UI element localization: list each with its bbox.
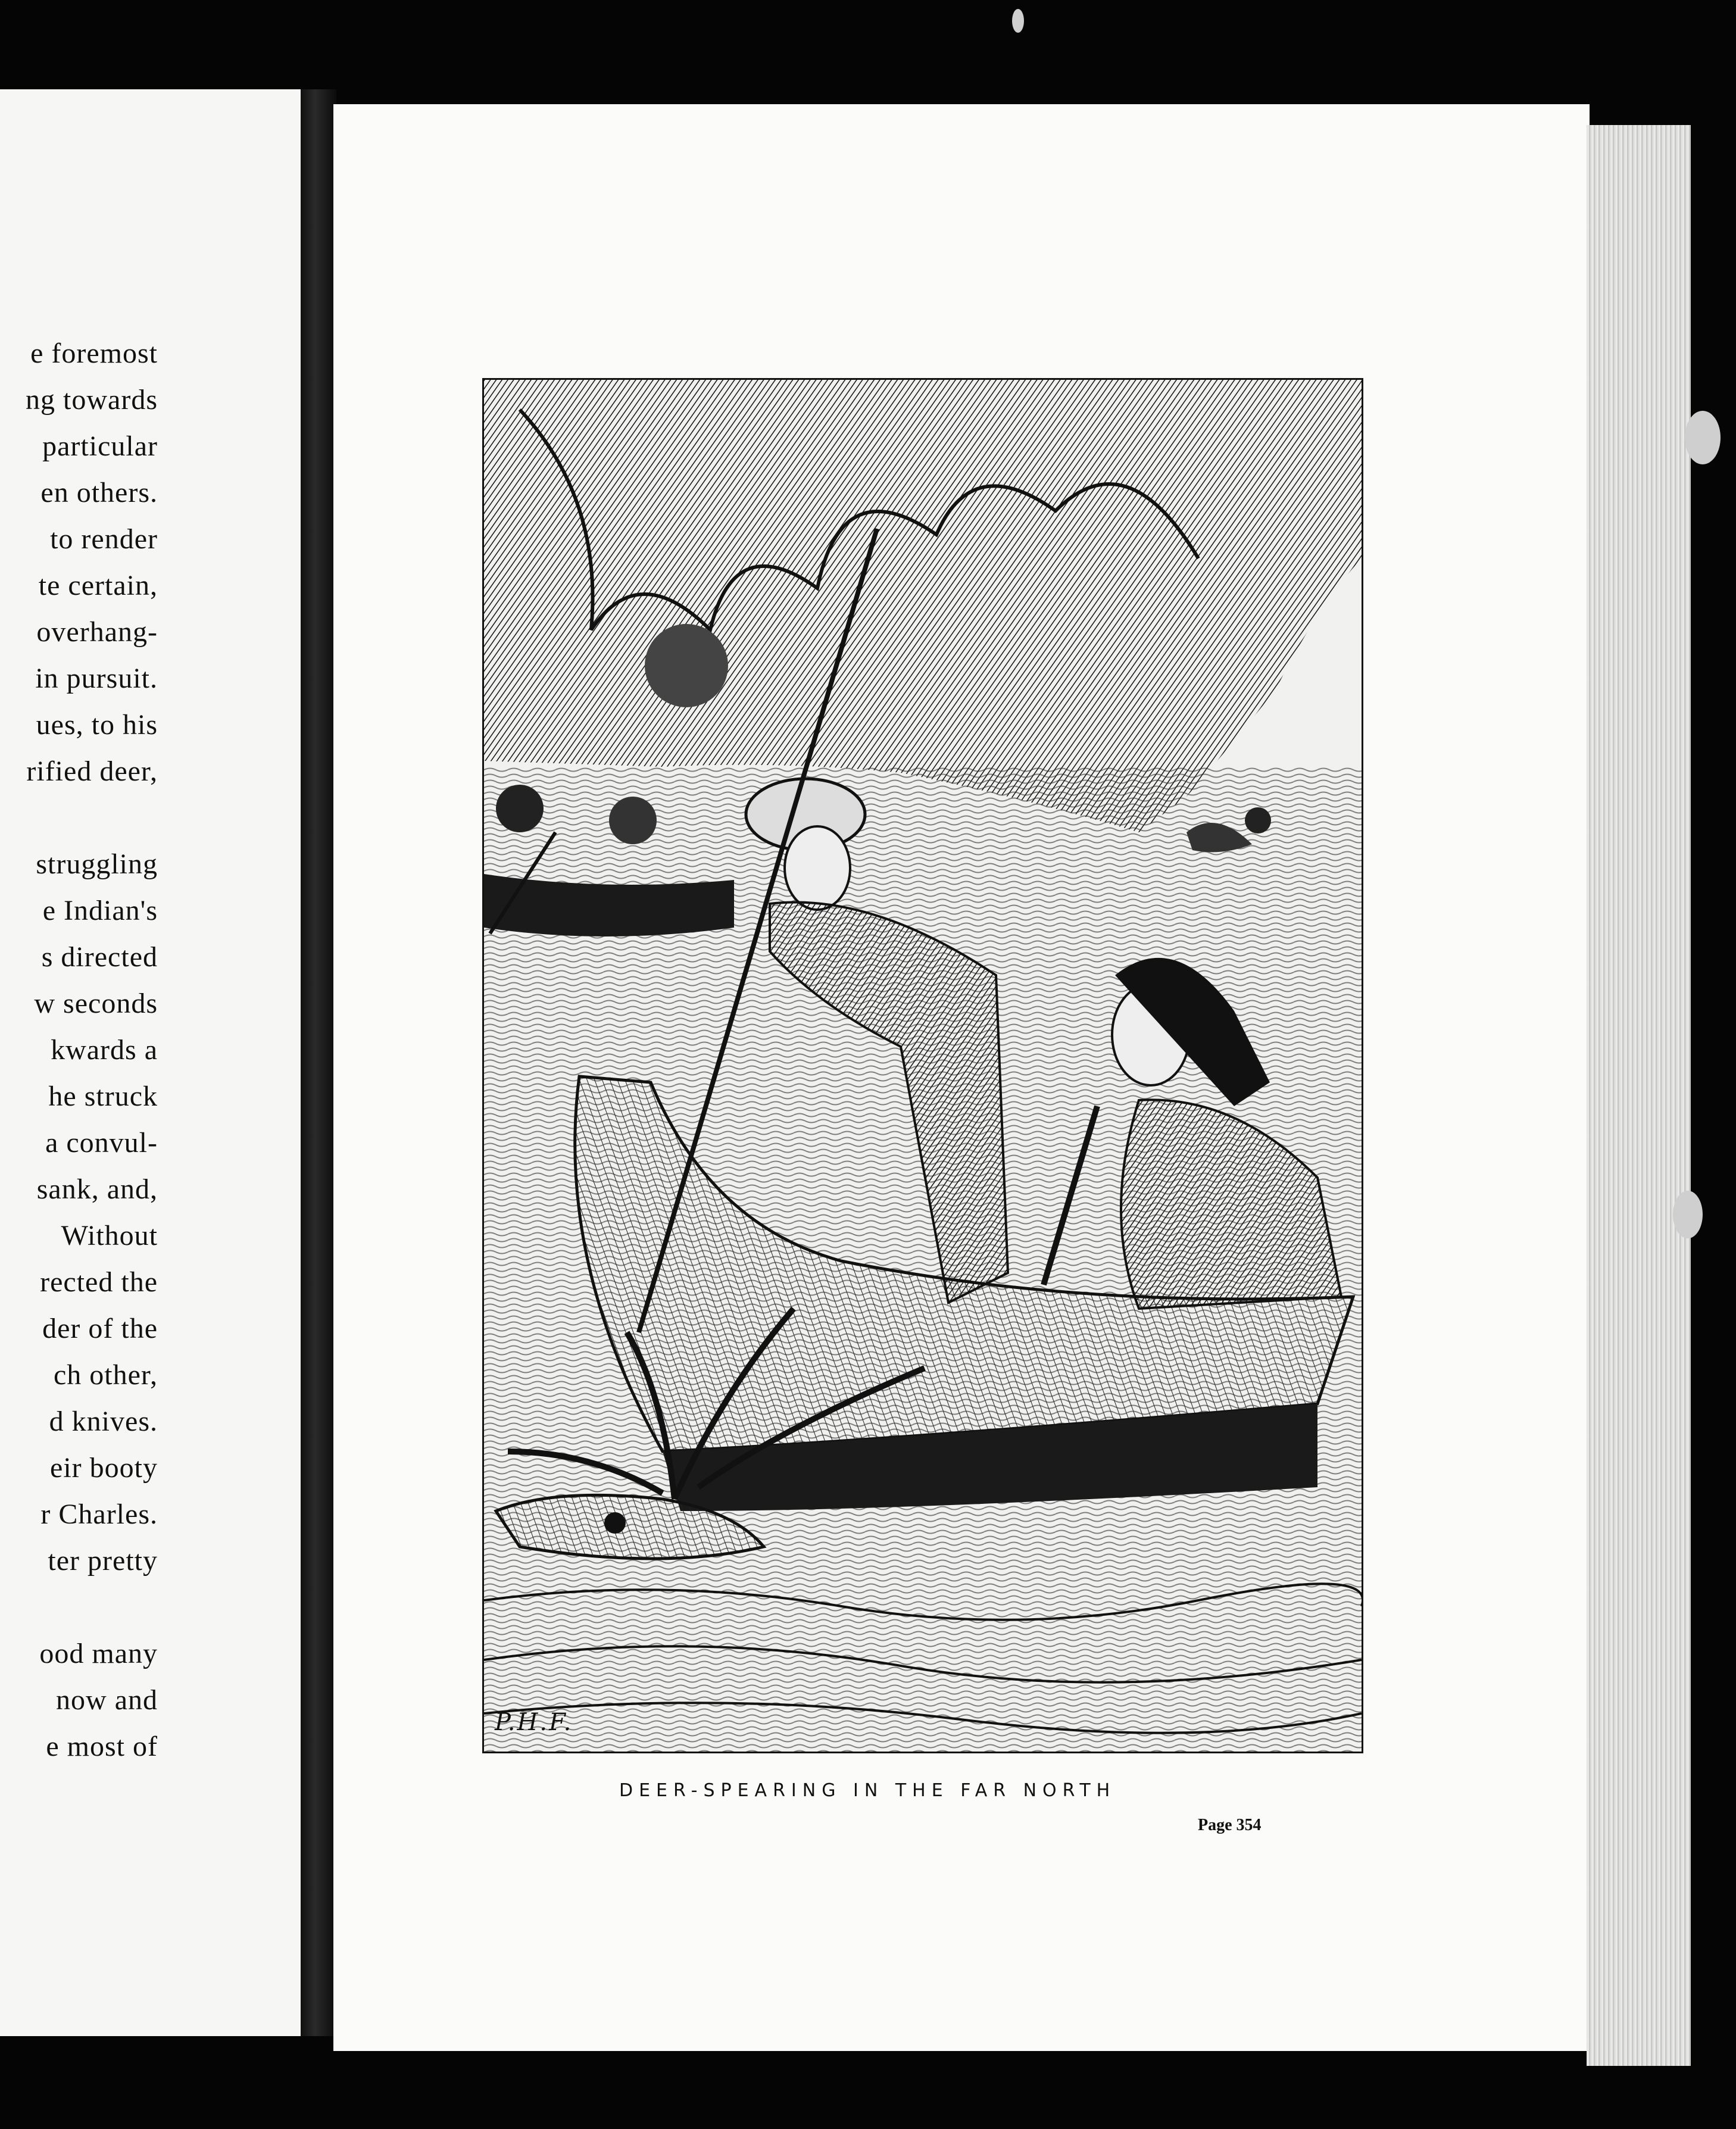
left-page-line: ng towards (26, 384, 158, 416)
left-page-line: e Indian's (42, 895, 158, 926)
left-page-line: r Charles. (40, 1499, 158, 1530)
left-page-line: particular (42, 430, 158, 462)
left-page-line: der of the (42, 1313, 158, 1344)
left-page-line: he struck (48, 1081, 158, 1112)
left-page (0, 89, 301, 2036)
left-page-line: ood many (39, 1638, 158, 1669)
left-page-line: sank, and, (36, 1173, 158, 1205)
left-page-line: Without (61, 1220, 158, 1251)
left-page-line: rected the (40, 1266, 158, 1298)
left-page-line: struggling (36, 848, 158, 880)
left-page-line: to render (50, 523, 158, 555)
deer-spearing-engraving (482, 378, 1363, 1753)
left-page-line: ues, to his (36, 709, 158, 741)
left-page-line: s directed (41, 941, 158, 973)
left-page-line: te certain, (38, 570, 158, 601)
dust-speck (1685, 411, 1721, 464)
book-gutter (301, 89, 336, 2036)
left-page-line: en others. (40, 477, 158, 508)
left-page-line: e foremost (30, 338, 158, 369)
illustration-caption: DEER-SPEARING IN THE FAR NORTH (619, 1780, 1116, 1801)
left-page-line: a convul- (45, 1127, 158, 1159)
left-page-line: d knives. (49, 1406, 158, 1437)
dust-speck (1012, 9, 1024, 33)
page-reference: Page 354 (1198, 1816, 1262, 1834)
left-page-line: rified deer, (26, 756, 158, 787)
left-page-line: e most of (46, 1731, 158, 1762)
left-page-line: w seconds (34, 988, 158, 1019)
left-page-line: overhang- (36, 616, 158, 648)
left-page-line: now and (56, 1684, 158, 1716)
left-page-line: eir booty (50, 1452, 158, 1484)
left-page-line: kwards a (51, 1034, 158, 1066)
artist-signature: P.H.F. (495, 1709, 573, 1736)
left-page-line: ch other, (53, 1359, 158, 1391)
left-page-line: in pursuit. (35, 663, 158, 694)
left-page-line: ter pretty (48, 1545, 158, 1577)
dust-speck (1673, 1191, 1703, 1238)
page-edges (1587, 125, 1691, 2066)
